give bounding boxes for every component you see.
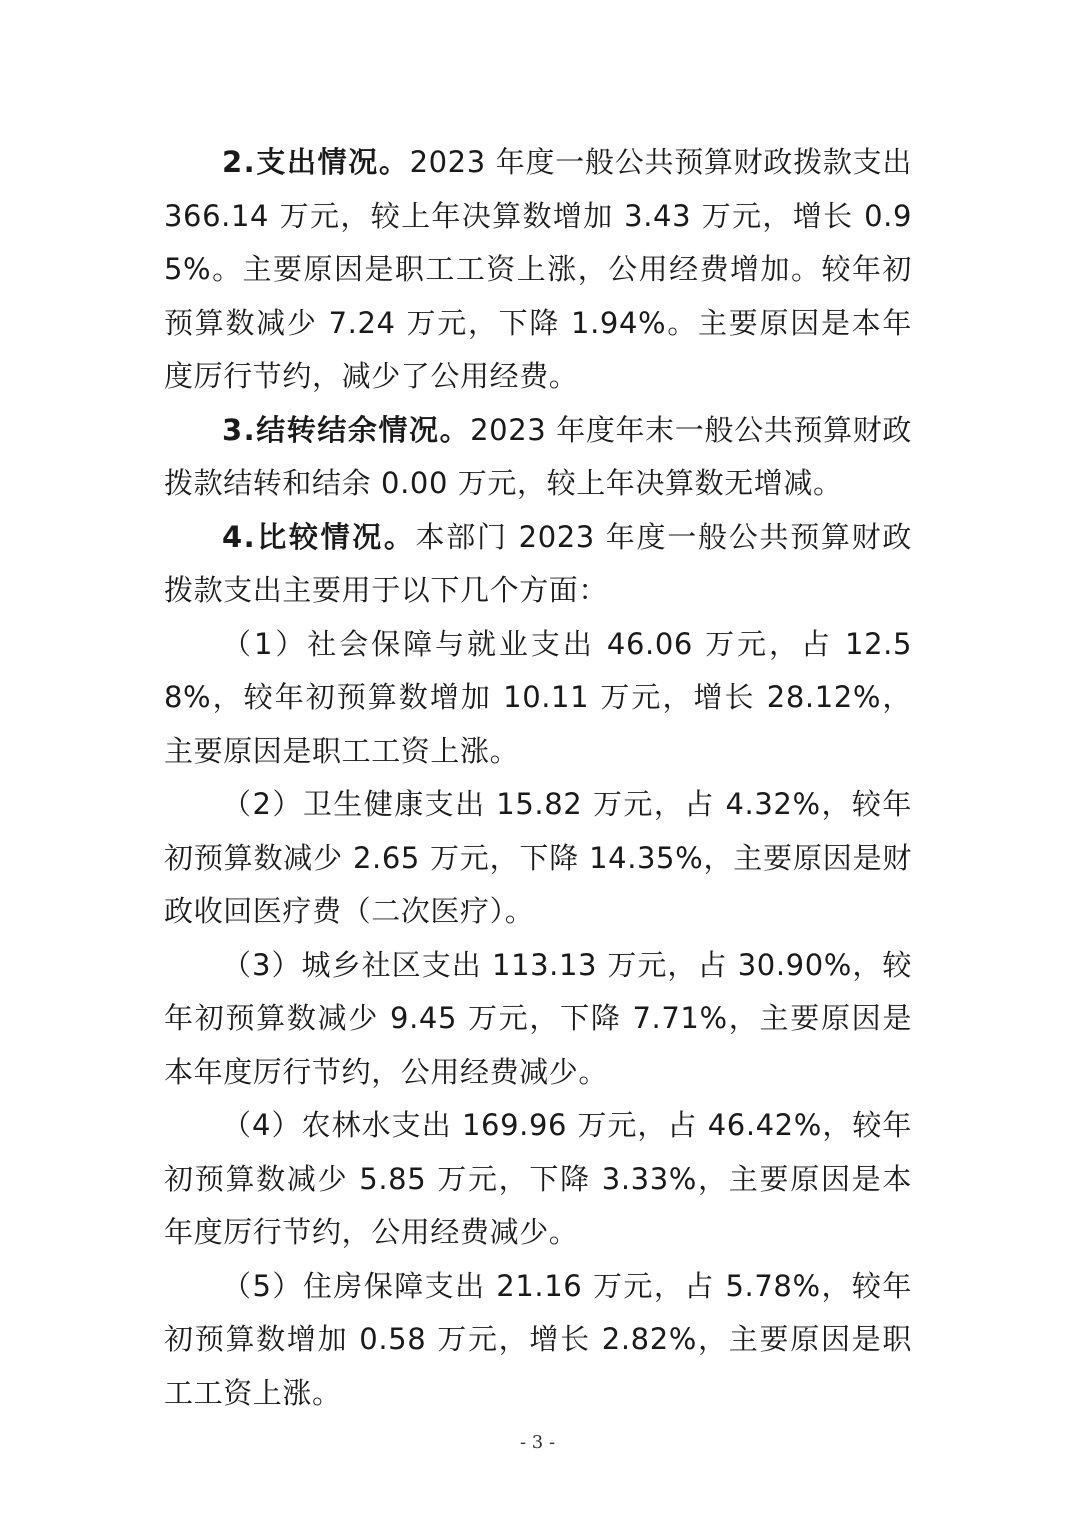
list-item-housing: （5）住房保障支出 21.16 万元，占 5.78%，较年初预算数增加 0.58 万元，增长 2.82%，主要原因是职工工资上涨。 <box>164 1268 912 1410</box>
text-comparison: 本部门 2023 年度一般公共预算财政拨款支出主要用于以下几个方面： <box>164 519 912 607</box>
heading-comparison: 4.比较情况。 <box>222 519 416 554</box>
document-body <box>164 136 912 1420</box>
text-expenditure: 2023 年度一般公共预算财政拨款支出 366.14 万元，较上年决算数增加 3.43 万元，增长 0.95%。主要原因是职工工资上涨，公用经费增加。较年初预算数减少 7.24 万元，下降 1.94%。主要原因是本年度厉行节约，减少了公用经费。 <box>164 145 912 393</box>
text-carryover: 2023 年度年末一般公共预算财政拨款结转和结余 0.00 万元，较上年决算数无增减。 <box>164 412 912 500</box>
paragraph-expenditure <box>164 136 912 404</box>
paragraph-comparison <box>164 511 912 618</box>
page-number: - 3 - <box>519 1432 556 1453</box>
list-item-agriculture: （4）农林水支出 169.96 万元，占 46.42%，较年初预算数减少 5.85 万元，下降 3.33%，主要原因是本年度厉行节约，公用经费减少。 <box>164 1108 912 1249</box>
heading-expenditure: 2.支出情况。 <box>222 145 410 179</box>
list-item-social-security: （1）社会保障与就业支出 46.06 万元，占 12.58%，较年初预算数增加 10.11 万元，增长 28.12%，主要原因是职工工资上涨。 <box>164 626 912 768</box>
list-item-urban-rural: （3）城乡社区支出 113.13 万元，占 30.90%，较年初预算数减少 9.45 万元，下降 7.71%，主要原因是本年度厉行节约，公用经费减少。 <box>164 947 912 1089</box>
paragraph-carryover <box>164 404 912 511</box>
heading-carryover: 3.结转结余情况。 <box>222 412 471 447</box>
list-item-health: （2）卫生健康支出 15.82 万元，占 4.32%，较年初预算数减少 2.65 万元，下降 14.35%，主要原因是财政收回医疗费（二次医疗）。 <box>164 787 912 928</box>
